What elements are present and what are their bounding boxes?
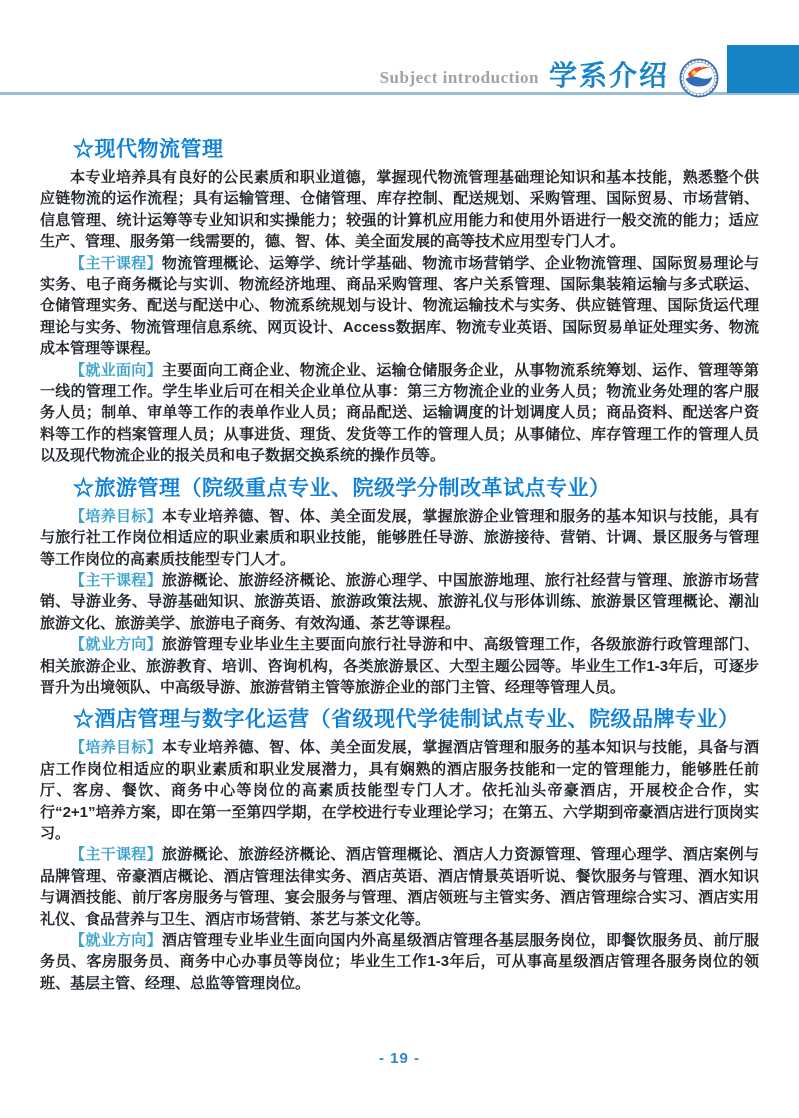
paragraph-core-courses	[40, 253, 759, 360]
paragraph-label: 【就业面向】	[70, 361, 162, 379]
paragraph-text: 旅游概论、旅游经济概论、酒店管理概论、酒店人力资源管理、管理心理学、酒店案例与品牌管理、帝豪酒店概论、酒店管理法律实务、酒店英语、酒店情景英语听说、餐饮服务与管理、酒水知识与调酒技能、前厅客房服务与管理、宴会服务与管理、酒店领班与主管实务、酒店管理综合实习、酒店实用礼仪、食品营养与卫生、酒店市场营销、茶艺与茶文化等。	[40, 846, 759, 928]
paragraph-employment	[40, 634, 759, 698]
paragraph-core-courses	[40, 844, 759, 930]
paragraph-text: 本专业培养具有良好的公民素质和职业道德，掌握现代物流管理基础理论知识和基本技能，熟悉整个供应链物流的运作流程；具有运输管理、仓储管理、库存控制、配送规划、采购管理、国际贸易、市场营销、信息管理、统计运筹等专业知识和实操能力；较强的计算机应用能力和使用外语进行一般交流的能力；适应生产、管理、服务第一线需要的，德、智、体、美全面发展的高等技术应用型专门人才。	[40, 169, 759, 251]
paragraph-label: 【主干课程】	[70, 571, 162, 589]
paragraph-text: 本专业培养德、智、体、美全面发展，掌握旅游企业管理和服务的基本知识与技能，具有与旅行社工作岗位相适应的职业素质和职业技能，能够胜任导游、旅游接待、营销、计调、景区服务与管理等工作岗位的高素质技能型专门人才。	[40, 507, 759, 568]
paragraph-training-goal	[40, 737, 759, 844]
college-emblem-icon	[679, 58, 719, 98]
paragraph-text: 旅游管理专业毕业生主要面向旅行社导游和中、高级管理工作，各级旅游行政管理部门、相关旅游企业、旅游教育、培训、咨询机构，各类旅游景区、大型主题公园等。毕业生工作1-3年后，可逐步晋升为出境领队、中高级导游、旅游营销主管等旅游企业的部门主管、经理等管理人员。	[40, 636, 759, 696]
paragraph-label: 【培养目标】	[70, 739, 162, 757]
paragraph-text: 酒店管理专业毕业生面向国内外高星级酒店管理各基层服务岗位，即餐饮服务员、前厅服务员、客房服务员、商务中心办事员等岗位；毕业生工作1-3年后，可从事高星级酒店管理各服务岗位的领班、基层主管、经理、总监等管理岗位。	[40, 932, 759, 992]
page-header	[380, 50, 719, 95]
page-number: - 19 -	[378, 1050, 420, 1067]
section-title: ☆现代物流管理	[73, 138, 224, 161]
paragraph-label: 【培养目标】	[70, 507, 162, 525]
section-title: ☆酒店管理与数字化运营（省级现代学徒制试点专业、院级品牌专业）	[73, 708, 740, 732]
header-accent-block	[727, 45, 799, 93]
paragraph-employment	[40, 360, 759, 467]
paragraph-label: 【主干课程】	[70, 846, 162, 864]
paragraph-label: 【就业方向】	[70, 932, 162, 949]
section-hotel-management	[40, 703, 759, 994]
paragraph-text: 物流管理概论、运筹学、统计学基础、物流市场营销学、企业物流管理、国际贸易理论与实务、电子商务概论与实训、物流经济地理、商品采购管理、客户关系管理、国际集装箱运输与多式联运、仓储管理实务、配送与配送中心、物流系统规划与设计、物流运输技术与实务、供应链管理、国际货运代理理论与实务、物流管理信息系统、网页设计、Access数据库、物流专业英语、国际贸易单证处理实务、物流成本管理等课程。	[40, 254, 759, 358]
section-title: ☆旅游管理（院级重点专业、院级学分制改革试点专业）	[73, 476, 611, 500]
paragraph-intro	[40, 167, 759, 253]
paragraph-text: 本专业培养德、智、体、美全面发展，掌握酒店管理和服务的基本知识与技能，具备与酒店工作岗位相适应的职业素质和职业发展潜力，具有娴熟的酒店服务技能和一定的管理能力，能够胜任前厅、客房、餐饮、商务中心等岗位的高素质技能型专门人才。依托汕头帝豪酒店，开展校企合作，实行“2+1”培养方案，即在第一至第四学期，在学校进行专业理论学习；在第五、六学期到帝豪酒店进行顶岗实习。	[40, 739, 759, 842]
main-content	[40, 128, 759, 994]
paragraph-label: 【就业方向】	[70, 636, 162, 654]
page-title: 学系介绍	[548, 60, 669, 91]
paragraph-employment	[40, 930, 759, 994]
paragraph-training-goal	[40, 506, 759, 570]
header-subtitle-en: Subject introduction	[379, 68, 539, 87]
paragraph-text: 旅游概论、旅游经济概论、旅游心理学、中国旅游地理、旅行社经营与管理、旅游市场营销、导游业务、导游基础知识、旅游英语、旅游政策法规、旅游礼仪与形体训练、旅游景区管理概论、潮汕旅游文化、旅游美学、旅游电子商务、有效沟通、茶艺等课程。	[40, 571, 759, 632]
section-tourism-management	[40, 472, 759, 699]
paragraph-label: 【主干课程】	[70, 254, 162, 272]
paragraph-core-courses	[40, 570, 759, 634]
paragraph-text: 主要面向工商企业、物流企业、运输仓储服务企业，从事物流系统筹划、运作、管理等第一线的管理工作。学生毕业后可在相关企业单位从事：第三方物流企业的业务人员；物流业务处理的客户服务人员；制单、审单等工作的表单作业人员；商品配送、运输调度的计划调度人员；商品资料、配送客户资料等工作的档案管理人员；从事进货、理货、发货等工作的管理人员；从事储位、库存管理工作的管理人员以及现代物流企业的报关员和电子数据交换系统的操作员等。	[40, 361, 759, 465]
section-modern-logistics	[40, 133, 759, 467]
